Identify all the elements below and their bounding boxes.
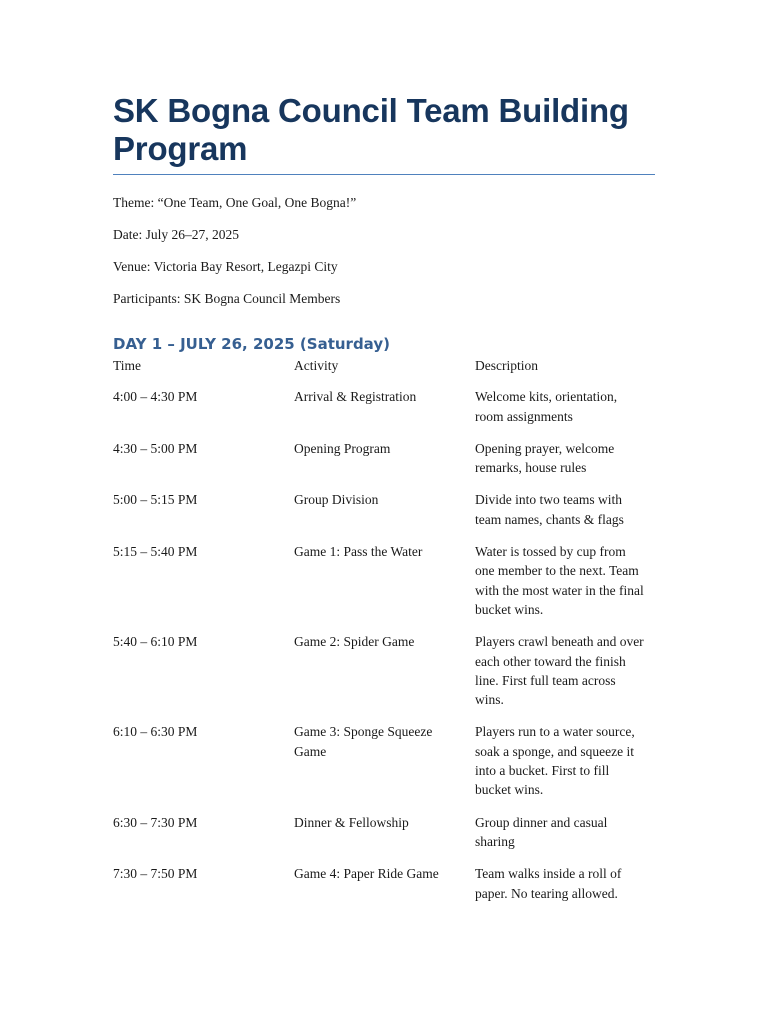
venue-line: Venue: Victoria Bay Resort, Legazpi City: [113, 259, 338, 274]
row-activity: Dinner & Fellowship: [294, 814, 409, 830]
table-header-row: [113, 356, 655, 387]
row-time: 5:00 – 5:15 PM: [113, 492, 198, 508]
row-activity: Game 2: Spider Game: [294, 634, 415, 650]
row-activity: Game 3: Sponge Squeeze Game: [294, 724, 433, 759]
day1-heading: DAY 1 – JULY 26, 2025 (Saturday): [113, 335, 390, 353]
row-time: 7:30 – 7:50 PM: [113, 866, 198, 882]
row-activity: Group Division: [294, 492, 379, 508]
table-row: [113, 864, 655, 916]
row-description: Group dinner and casual sharing: [475, 814, 608, 849]
row-time: 4:00 – 4:30 PM: [113, 389, 198, 405]
row-description: Divide into two teams with team names, chants & flags: [475, 492, 624, 527]
date-line: Date: July 26–27, 2025: [113, 227, 239, 242]
row-activity: Game 1: Pass the Water: [294, 544, 423, 560]
row-time: 5:15 – 5:40 PM: [113, 544, 198, 560]
theme-line: Theme: “One Team, One Goal, One Bogna!”: [113, 195, 357, 210]
row-description: Players crawl beneath and over each other toward the finish line. First full team across wins.: [475, 634, 644, 708]
row-activity: Opening Program: [294, 440, 391, 456]
day1-schedule-table: [113, 356, 655, 916]
document-page: [113, 92, 655, 916]
document-title: SK Bogna Council Team Building Program: [113, 92, 655, 175]
row-time: 4:30 – 5:00 PM: [113, 440, 198, 456]
column-header-activity: Activity: [294, 358, 339, 373]
table-row: [113, 490, 655, 542]
column-header-time: Time: [113, 358, 142, 373]
table-row: [113, 632, 655, 722]
table-row: [113, 542, 655, 632]
table-row: [113, 439, 655, 491]
row-activity: Arrival & Registration: [294, 389, 417, 405]
row-activity: Game 4: Paper Ride Game: [294, 866, 439, 882]
program-details: [113, 193, 655, 321]
table-row: [113, 813, 655, 865]
row-description: Water is tossed by cup from one member to the next. Team with the most water in the final bucket wins.: [475, 544, 644, 617]
row-time: 6:10 – 6:30 PM: [113, 724, 198, 740]
column-header-description: Description: [475, 358, 538, 373]
row-description: Team walks inside a roll of paper. No tearing allowed.: [475, 866, 622, 901]
row-time: 6:30 – 7:30 PM: [113, 814, 198, 830]
row-description: Opening prayer, welcome remarks, house rules: [475, 440, 615, 476]
participants-line: Participants: SK Bogna Council Members: [113, 291, 341, 306]
row-description: Players run to a water source, soak a sponge, and squeeze it into a bucket. First to fill bucket wins.: [475, 724, 635, 798]
row-description: Welcome kits, orientation, room assignments: [475, 389, 618, 424]
table-row: [113, 722, 655, 812]
table-row: [113, 387, 655, 439]
row-time: 5:40 – 6:10 PM: [113, 634, 198, 650]
